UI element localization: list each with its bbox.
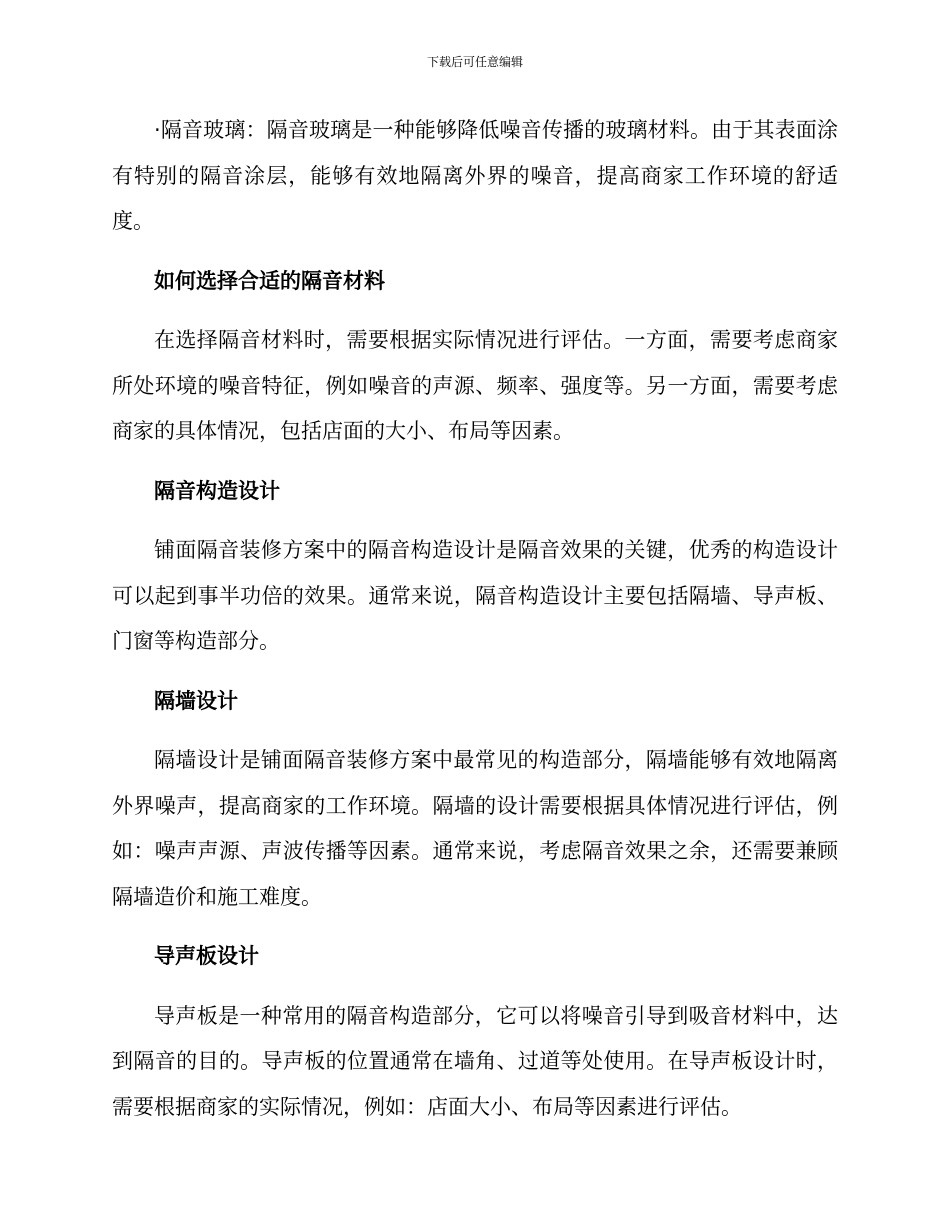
page-header: 下载后可任意编辑 xyxy=(426,55,523,69)
soundproof-glass-paragraph: ·隔音玻璃：隔音玻璃是一种能够降低噪音传播的玻璃材料。由于其表面涂有特别的隔音涂层，能够有效地隔离外界的噪音，提高商家工作环境的舒适度。 xyxy=(112,118,838,233)
sound-guide-board-paragraph: 导声板是一种常用的隔音构造部分，它可以将噪音引导到吸音材料中，达到隔音的目的。导声板的位置通常在墙角、过道等处使用。在导声板设计时，需要根据商家的实际情况，例如：店面大小、布局等因素进行评估。 xyxy=(112,1003,838,1119)
section-heading-sound-guide-board: 导声板设计 xyxy=(154,944,259,968)
document-body xyxy=(112,108,838,1144)
structure-design-paragraph: 铺面隔音装修方案中的隔音构造设计是隔音效果的关键，优秀的构造设计可以起到事半功倍的效果。通常来说，隔音构造设计主要包括隔墙、导声板、门窗等构造部分。 xyxy=(112,538,838,653)
section-heading-choose-materials: 如何选择合适的隔音材料 xyxy=(154,268,385,293)
partition-wall-paragraph: 隔墙设计是铺面隔音装修方案中最常见的构造部分，隔墙能够有效地隔离外界噪声，提高商家的工作环境。隔墙的设计需要根据具体情况进行评估，例如：噪声声源、声波传播等因素。通常来说，考虑隔音效果之余，还需要兼顾隔墙造价和施工难度。 xyxy=(112,748,838,909)
section-heading-partition-wall: 隔墙设计 xyxy=(154,688,238,713)
choose-materials-paragraph: 在选择隔音材料时，需要根据实际情况进行评估。一方面，需要考虑商家所处环境的噪音特征，例如噪音的声源、频率、强度等。另一方面，需要考虑商家的具体情况，包括店面的大小、布局等因素。 xyxy=(112,328,838,443)
section-heading-structure-design: 隔音构造设计 xyxy=(154,478,280,503)
